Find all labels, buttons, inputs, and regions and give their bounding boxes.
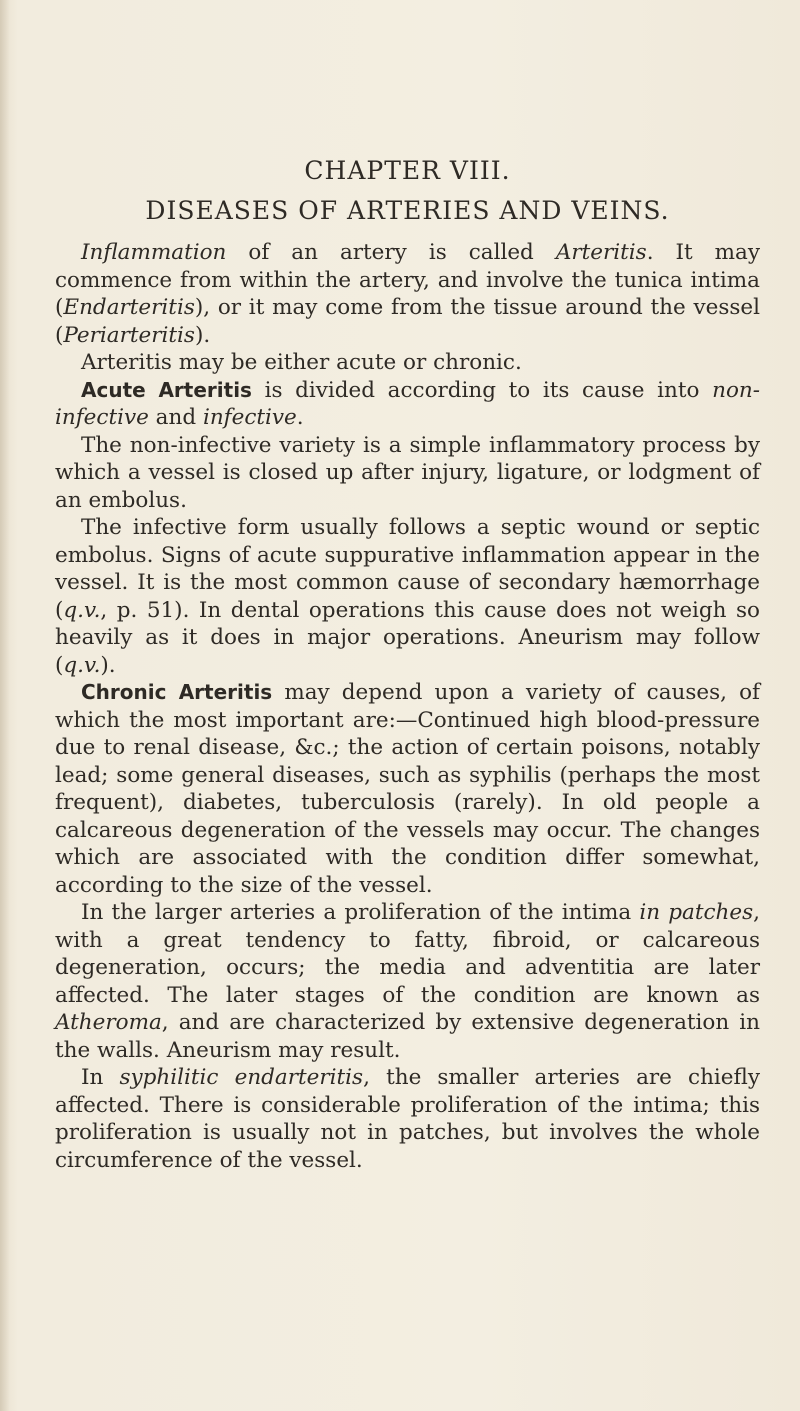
paragraph-text: and (148, 405, 203, 430)
term-endarteritis: Endarteritis (63, 295, 195, 320)
paragraph-text: ). (100, 652, 116, 678)
paragraph-text: The infective form usually follows a septic wound or septic embolus. Signs of acute suppurative inflammation appear in the vessel. It is the most common cause of secondary hæmorrhage ( (55, 515, 760, 623)
cross-reference: q.v. (63, 597, 101, 623)
term-periarteritis: Periarteritis (63, 322, 195, 348)
paragraph-text: ), or it may come from the tissue around the vessel ( (55, 295, 760, 348)
heading-acute-arteritis: Acute Arteritis (81, 377, 252, 402)
paragraph-inflammation (55, 239, 760, 349)
paragraph-acute-arteritis (55, 377, 760, 432)
term-non-infective: non-infective (55, 377, 760, 430)
paragraph-text: , p. 51). In dental operations this cause does not weigh so heavily as it does in major operations. Aneurism may follow ( (55, 597, 760, 678)
term-atheroma: Atheroma (55, 1010, 162, 1035)
paragraph-text: of an artery is called (226, 240, 556, 265)
paragraph-text: , the smaller arteries are chiefly affected. There is considerable proliferation of the intima; this proliferation is usually not in patches, but involves the whole circumference of the vessel. (55, 1065, 760, 1173)
term-in-patches: in patches (639, 900, 754, 925)
paragraph-text: . (296, 405, 304, 430)
paragraph-syphilitic-endarteritis (55, 1064, 760, 1174)
paragraph-text: , and are characterized by extensive degeneration in the walls. Aneurism may result. (55, 1010, 760, 1063)
paragraph-text: ). (194, 322, 211, 348)
paragraph-text: The non-infective variety is a simple inflammatory process by which a vessel is closed up after injury, ligature, or lodgment of an embolus. (55, 432, 760, 513)
term-inflammation: Inflammation (81, 240, 227, 265)
paragraph-infective (55, 514, 760, 679)
paragraph-text: Arteritis may be either acute or chronic. (81, 350, 522, 375)
paragraph-text: is divided according to its cause into (251, 377, 713, 403)
paragraph-non-infective (55, 432, 760, 515)
text-block (55, 155, 760, 1174)
paragraph-text: may depend upon a variety of causes, of which the most important are:—Continued high blood-pressure due to renal disease, &c.; the action of certain poisons, notably lead; some general diseases, such as syphilis (perhaps the most frequent), diabetes, tuberculosis (rarely). In old people a calcareous degeneration of the vessels may occur. The changes which are associated with the condition differ somewhat, according to the size of the vessel. (55, 680, 761, 898)
chapter-heading: DISEASES OF ARTERIES AND VEINS. (145, 196, 670, 225)
cross-reference: q.v. (63, 652, 101, 678)
paragraph-acute-or-chronic (55, 349, 760, 377)
paragraph-text: In (81, 1065, 120, 1090)
paragraph-text: . It may commence from within the artery, and involve the tunica intima ( (55, 240, 760, 320)
heading-chronic-arteritis: Chronic Arteritis (81, 680, 273, 704)
paragraph-text: In the larger arteries a proliferation of the intima (81, 900, 640, 925)
paragraph-text: , with a great tendency to fatty, fibroid, or calcareous degeneration, occurs; the media and adventitia are later affected. The later stages of the condition are known as (55, 900, 760, 1008)
spine-shadow (0, 0, 10, 1411)
term-syphilitic-endarteritis: syphilitic endarteritis (119, 1065, 364, 1090)
paragraph-larger-arteries (55, 899, 760, 1064)
chapter-title: CHAPTER VIII. (304, 156, 511, 185)
term-infective: infective (202, 405, 297, 430)
paragraph-chronic-arteritis (55, 679, 760, 899)
term-arteritis: Arteritis (555, 240, 647, 265)
